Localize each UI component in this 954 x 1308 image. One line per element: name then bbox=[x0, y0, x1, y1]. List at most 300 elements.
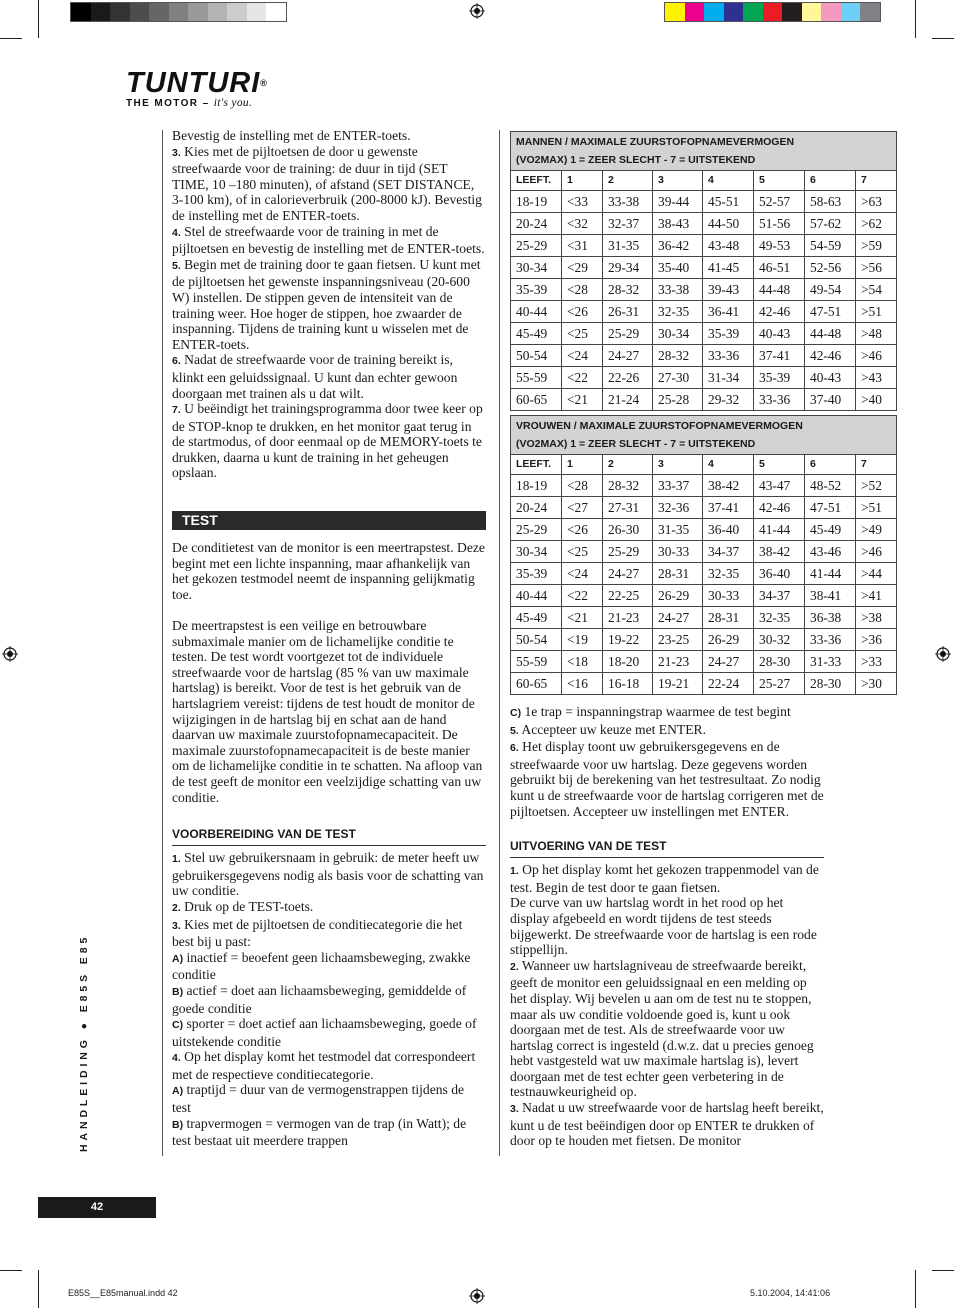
table-cell: 45-49 bbox=[511, 607, 562, 629]
table-cell: <31 bbox=[562, 235, 603, 257]
table-cell: 31-35 bbox=[653, 519, 703, 541]
table-row bbox=[511, 257, 897, 279]
table-cell: >33 bbox=[856, 651, 897, 673]
table-cell: >36 bbox=[856, 629, 897, 651]
subheading-execution: UITVOERING VAN DE TEST bbox=[510, 839, 824, 858]
color-swatch bbox=[169, 3, 189, 21]
step-paragraph: 5. Begin met de training door te gaan fietsen. U kunt met de pijltoetsen het gewenste inspanningsniveau (20-600 W) instellen. De stippen geven de intensiteit van de training weer. Hoe hoger de stippen, hoe zwaarder de inspanning. Tijdens de training kunt u wisselen met de ENTER-toets. bbox=[172, 256, 481, 352]
step-paragraph: 2. Druk op de TEST-toets. bbox=[172, 898, 314, 914]
color-swatch bbox=[208, 3, 228, 21]
table-cell: <18 bbox=[562, 651, 603, 673]
step-paragraph: 3. Kies met de pijltoetsen de door u gewenste streefwaarde voor de training: de duur in tijd (SET TIME, 10 –180 minuten), of afstand (SET DISTANCE, 3-100 km), of in calorieverbruik (200-8000 kJ). Bevestig de instelling met de ENTER-toets. bbox=[172, 143, 482, 223]
table-column-header: 5 bbox=[754, 171, 805, 191]
step-paragraph: 4. Stel de streefwaarde voor de training in met de pijltoetsen en bevestig de instelling met de ENTER-toets. bbox=[172, 223, 485, 257]
color-swatch bbox=[821, 3, 841, 21]
table-cell: 34-37 bbox=[703, 541, 754, 563]
table-cell: >48 bbox=[856, 323, 897, 345]
registration-mark-icon bbox=[935, 646, 951, 662]
step-paragraph: 6. Het display toont uw gebruikersgegevens en de streefwaarde voor uw hartslag. Deze gegevens worden gebruikt bij de berekening van het testresultaat. Zo nodig kunt u de streefwaarde voor de hartslag corrigeren met de pijltoetsen. Accepteer uw instellingen met ENTER. bbox=[510, 739, 824, 819]
step-paragraph: 3. Kies met de pijltoetsen de conditiecategorie die het best bij u past: bbox=[172, 916, 463, 950]
table-cell: 35-40 bbox=[653, 257, 703, 279]
footer-timestamp: 5.10.2004, 14:41:06 bbox=[750, 1288, 831, 1298]
crop-mark bbox=[38, 1270, 39, 1308]
table-cell: >54 bbox=[856, 279, 897, 301]
color-swatch bbox=[665, 3, 685, 21]
table-cell: 30-33 bbox=[653, 541, 703, 563]
table-cell: 26-29 bbox=[703, 629, 754, 651]
table-cell: <19 bbox=[562, 629, 603, 651]
table-column-header: 4 bbox=[703, 171, 754, 191]
table-cell: <24 bbox=[562, 563, 603, 585]
table-cell: >51 bbox=[856, 497, 897, 519]
table-cell: 50-54 bbox=[511, 345, 562, 367]
table-cell: <16 bbox=[562, 673, 603, 695]
table-cell: 26-30 bbox=[603, 519, 653, 541]
table-cell: 30-34 bbox=[511, 257, 562, 279]
step-number: 6. bbox=[172, 355, 181, 368]
step-paragraph: 1. Op het display komt het gekozen trappenmodel van de test. Begin de test door te gaan fietsen. bbox=[510, 862, 819, 895]
step-number: B) bbox=[172, 985, 184, 998]
table-cell: 42-46 bbox=[754, 301, 805, 323]
step-number: 2. bbox=[172, 901, 181, 914]
table-cell: 28-30 bbox=[805, 673, 856, 695]
table-cell: 52-56 bbox=[805, 257, 856, 279]
table-cell: 40-44 bbox=[511, 301, 562, 323]
table-cell: 41-44 bbox=[805, 563, 856, 585]
table-cell: 29-32 bbox=[703, 389, 754, 411]
table-cell: 23-25 bbox=[653, 629, 703, 651]
step-paragraph: C) sporter = doet actief aan lichaamsbeweging, goede of uitstekende conditie bbox=[172, 1016, 477, 1049]
color-swatch bbox=[704, 3, 724, 21]
table-cell: 24-27 bbox=[603, 345, 653, 367]
color-swatch bbox=[266, 3, 286, 21]
table-cell: 33-37 bbox=[653, 475, 703, 497]
table-row bbox=[511, 519, 897, 541]
table-column-header: 4 bbox=[703, 455, 754, 475]
test-setup-steps bbox=[510, 704, 824, 819]
table-cell: 24-27 bbox=[603, 563, 653, 585]
crop-mark bbox=[915, 0, 916, 38]
table-cell: 22-25 bbox=[603, 585, 653, 607]
table-cell: 43-47 bbox=[754, 475, 805, 497]
table-row bbox=[511, 673, 897, 695]
color-swatch bbox=[763, 3, 783, 21]
table-cell: 21-24 bbox=[603, 389, 653, 411]
table-cell: 36-40 bbox=[754, 563, 805, 585]
color-swatch bbox=[227, 3, 247, 21]
table-cell: <21 bbox=[562, 607, 603, 629]
step-number: 2. bbox=[510, 960, 519, 973]
table-cell: 60-65 bbox=[511, 673, 562, 695]
table-row bbox=[511, 541, 897, 563]
table-title: VROUWEN / MAXIMALE ZUURSTOFOPNAMEVERMOGEN (VO2MAX) 1 = ZEER SLECHT - 7 = UITSTEKEND bbox=[511, 416, 897, 455]
table-cell: >63 bbox=[856, 191, 897, 213]
table-cell: 24-27 bbox=[703, 651, 754, 673]
table-row bbox=[511, 345, 897, 367]
step-number: 1. bbox=[172, 853, 181, 866]
table-cell: 27-30 bbox=[653, 367, 703, 389]
table-row bbox=[511, 279, 897, 301]
table-cell: 36-42 bbox=[653, 235, 703, 257]
table-cell: 40-43 bbox=[754, 323, 805, 345]
step-number: A) bbox=[172, 952, 184, 965]
step-paragraph: 4. Op het display komt het testmodel dat correspondeert met de respectieve conditiecategorie. bbox=[172, 1049, 476, 1082]
table-cell: <32 bbox=[562, 213, 603, 235]
vo2max-table-men bbox=[510, 131, 897, 411]
table-cell: 20-24 bbox=[511, 497, 562, 519]
table-cell: 35-39 bbox=[511, 279, 562, 301]
table-cell: 21-23 bbox=[653, 651, 703, 673]
table-cell: 20-24 bbox=[511, 213, 562, 235]
table-cell: 31-34 bbox=[703, 367, 754, 389]
table-cell: 19-22 bbox=[603, 629, 653, 651]
table-cell: 36-40 bbox=[703, 519, 754, 541]
table-cell: >43 bbox=[856, 367, 897, 389]
table-cell: 29-34 bbox=[603, 257, 653, 279]
table-cell: 22-24 bbox=[703, 673, 754, 695]
table-cell: 33-36 bbox=[754, 389, 805, 411]
step-number: 4. bbox=[172, 1052, 181, 1065]
step-number: B) bbox=[172, 1118, 184, 1131]
table-cell: 39-43 bbox=[703, 279, 754, 301]
subheading-preparation: VOORBEREIDING VAN DE TEST bbox=[172, 827, 486, 846]
table-cell: 45-49 bbox=[805, 519, 856, 541]
table-cell: 51-56 bbox=[754, 213, 805, 235]
step-paragraph: 5. Accepteer uw keuze met ENTER. bbox=[510, 721, 706, 737]
table-column-header: 7 bbox=[856, 171, 897, 191]
table-row bbox=[511, 191, 897, 213]
table-cell: <26 bbox=[562, 519, 603, 541]
table-cell: >59 bbox=[856, 235, 897, 257]
test-paragraph-2: De meertrapstest is een veilige en betrouwbare submaximale manier om de lichamelijke conditie te testen. De test wordt voortgezet tot de individuele streefwaarde voor de hartslag (85 % van uw maximale hartslag) is bereikt. Voor de test is het gebruik van de hartslagriem vereist: tijdens de test houdt de monitor de wijzigingen in de hartslag bij en schat aan de hand daarvan uw maximale zuurstofopnamecapaciteit. De maximale zuurstofopnamecapaciteit is de beste manier om de lichamelijke conditie in te schatten. Na afloop van de test geeft de monitor een veelzijdige schatting van uw conditie. bbox=[172, 618, 483, 805]
table-cell: 43-48 bbox=[703, 235, 754, 257]
table-cell: 28-31 bbox=[703, 607, 754, 629]
step-paragraph: 7. U beëindigt het trainingsprogramma door twee keer op de STOP-knop te drukken, en het monitor gaat terug in de startmodus, of door eenmaal op de MEMORY-toets te drukken, daarna u kunt de training in het geheugen opslaan. bbox=[172, 401, 483, 481]
table-row bbox=[511, 651, 897, 673]
table-cell: 32-37 bbox=[603, 213, 653, 235]
table-cell: <24 bbox=[562, 345, 603, 367]
table-cell: >56 bbox=[856, 257, 897, 279]
step-paragraph: C) 1e trap = inspanningstrap waarmee de test begint bbox=[510, 704, 791, 719]
column-divider bbox=[162, 130, 163, 1156]
table-cell: 42-46 bbox=[805, 345, 856, 367]
table-cell: 28-32 bbox=[653, 345, 703, 367]
table-cell: 37-40 bbox=[805, 389, 856, 411]
table-cell: 22-26 bbox=[603, 367, 653, 389]
table-cell: <27 bbox=[562, 497, 603, 519]
process-color-bar bbox=[664, 2, 881, 22]
step-paragraph: 6. Nadat de streefwaarde voor de training bereikt is, klinkt een geluidssignaal. U kunt dan echter gewoon doorgaan met trainen als u dat wilt. bbox=[172, 352, 458, 401]
table-cell: 27-31 bbox=[603, 497, 653, 519]
table-cell: 33-38 bbox=[653, 279, 703, 301]
registered-trademark-icon: ® bbox=[260, 78, 268, 88]
registration-mark-icon bbox=[469, 1288, 485, 1304]
color-swatch bbox=[188, 3, 208, 21]
color-swatch bbox=[91, 3, 111, 21]
table-cell: <26 bbox=[562, 301, 603, 323]
table-cell: 32-35 bbox=[653, 301, 703, 323]
table-cell: >38 bbox=[856, 607, 897, 629]
color-swatch bbox=[782, 3, 802, 21]
table-cell: 16-18 bbox=[603, 673, 653, 695]
step-number: 3. bbox=[172, 919, 181, 932]
step-paragraph: 3. Nadat u uw streefwaarde voor de hartslag heeft bereikt, kunt u de test beëindigen door op ENTER te drukken of door op te houden met fietsen. De monitor bbox=[510, 1100, 824, 1149]
table-cell: 47-51 bbox=[805, 497, 856, 519]
table-cell: 37-41 bbox=[703, 497, 754, 519]
table-cell: 57-62 bbox=[805, 213, 856, 235]
table-cell: <29 bbox=[562, 257, 603, 279]
step-paragraph: A) traptijd = duur van de vermogenstrappen tijdens de test bbox=[172, 1082, 465, 1116]
color-swatch bbox=[802, 3, 822, 21]
step-number: 3. bbox=[510, 1103, 519, 1116]
table-cell: 46-51 bbox=[754, 257, 805, 279]
table-row bbox=[511, 497, 897, 519]
registration-mark-icon bbox=[469, 3, 485, 19]
table-cell: >41 bbox=[856, 585, 897, 607]
table-cell: 60-65 bbox=[511, 389, 562, 411]
table-cell: 47-51 bbox=[805, 301, 856, 323]
table-column-header: 6 bbox=[805, 455, 856, 475]
table-cell: 18-20 bbox=[603, 651, 653, 673]
vo2max-tables bbox=[510, 131, 897, 695]
table-column-header: 5 bbox=[754, 455, 805, 475]
table-cell: >30 bbox=[856, 673, 897, 695]
test-execution-steps bbox=[510, 862, 824, 1149]
table-cell: 32-35 bbox=[754, 607, 805, 629]
step-number: 5. bbox=[172, 259, 181, 272]
table-cell: <28 bbox=[562, 279, 603, 301]
side-label: HANDLEIDING ● E85S E85 bbox=[78, 933, 90, 1152]
table-cell: 42-46 bbox=[754, 497, 805, 519]
table-cell: 19-21 bbox=[653, 673, 703, 695]
step-paragraph: B) trapvermogen = vermogen van de trap (in Watt); de test bestaat uit meerdere trappen bbox=[172, 1115, 467, 1149]
table-cell: 44-48 bbox=[805, 323, 856, 345]
step-number: C) bbox=[172, 1019, 184, 1032]
table-cell: 30-33 bbox=[703, 585, 754, 607]
training-steps bbox=[172, 128, 486, 481]
table-cell: 18-19 bbox=[511, 475, 562, 497]
table-row bbox=[511, 301, 897, 323]
table-cell: 36-38 bbox=[805, 607, 856, 629]
table-cell: 36-41 bbox=[703, 301, 754, 323]
table-cell: 38-43 bbox=[653, 213, 703, 235]
table-cell: 45-51 bbox=[703, 191, 754, 213]
table-cell: 55-59 bbox=[511, 651, 562, 673]
table-row bbox=[511, 235, 897, 257]
table-cell: 55-59 bbox=[511, 367, 562, 389]
step-paragraph: 2. Wanneer uw hartslagniveau de streefwaarde bereikt, geeft de monitor een geluidssignaal en een melding op het display. Wij bevelen u aan om de test nu te stoppen, maar als uw conditie voldoende goed is, kunt u ook doorgaan met de test. Als de streefwaarde voor uw hartslag correct is ingesteld (d.w.z. dat u precies genoeg hebt vastgesteld wat uw maximale hartslag is), levert doorgaan met de test echter geen verbetering in de testnauwkeurigheid op. bbox=[510, 957, 814, 1100]
step-paragraph: De curve van uw hartslag wordt in het rood op het display afgebeeld en wordt tijdens de test steeds bijgewerkt. De streefwaarde voor de hartslag is een rode stippellijn. bbox=[510, 895, 817, 958]
table-cell: 40-44 bbox=[511, 585, 562, 607]
table-cell: 41-45 bbox=[703, 257, 754, 279]
table-cell: 49-54 bbox=[805, 279, 856, 301]
table-cell: 34-37 bbox=[754, 585, 805, 607]
table-cell: 18-19 bbox=[511, 191, 562, 213]
step-number: 1. bbox=[510, 865, 519, 878]
step-number: 4. bbox=[172, 226, 181, 239]
table-column-header: 3 bbox=[653, 171, 703, 191]
table-row bbox=[511, 585, 897, 607]
table-title: MANNEN / MAXIMALE ZUURSTOFOPNAMEVERMOGEN (VO2MAX) 1 = ZEER SLECHT - 7 = UITSTEKEND bbox=[511, 132, 897, 171]
color-swatch bbox=[71, 3, 91, 21]
vo2max-table-women bbox=[510, 415, 897, 695]
step-number: 3. bbox=[172, 146, 181, 159]
step-number: A) bbox=[172, 1085, 184, 1098]
table-cell: 25-29 bbox=[511, 235, 562, 257]
table-cell: 25-29 bbox=[603, 541, 653, 563]
column-divider bbox=[499, 130, 500, 1156]
table-column-header: 7 bbox=[856, 455, 897, 475]
table-cell: 35-39 bbox=[754, 367, 805, 389]
table-cell: 40-43 bbox=[805, 367, 856, 389]
test-paragraph-1: De conditietest van de monitor is een meertrapstest. Deze begint met een lichte inspanning, maar afhankelijk van het gekozen testmodel neemt de inspanning gelijkmatig toe. bbox=[172, 540, 485, 602]
crop-mark bbox=[915, 1270, 916, 1308]
table-cell: <22 bbox=[562, 585, 603, 607]
table-cell: 26-31 bbox=[603, 301, 653, 323]
table-cell: 33-38 bbox=[603, 191, 653, 213]
table-cell: 50-54 bbox=[511, 629, 562, 651]
table-cell: 35-39 bbox=[703, 323, 754, 345]
footer-filename: E85S__E85manual.indd 42 bbox=[68, 1288, 178, 1298]
table-cell: 44-48 bbox=[754, 279, 805, 301]
table-cell: 38-42 bbox=[754, 541, 805, 563]
color-swatch bbox=[841, 3, 861, 21]
table-cell: <25 bbox=[562, 541, 603, 563]
table-cell: 25-28 bbox=[653, 389, 703, 411]
table-column-header: LEEFT. bbox=[511, 171, 562, 191]
table-cell: 48-52 bbox=[805, 475, 856, 497]
step-number: 6. bbox=[510, 742, 519, 755]
color-swatch bbox=[247, 3, 267, 21]
table-cell: <22 bbox=[562, 367, 603, 389]
table-cell: 44-50 bbox=[703, 213, 754, 235]
table-cell: >51 bbox=[856, 301, 897, 323]
table-cell: >62 bbox=[856, 213, 897, 235]
table-cell: <25 bbox=[562, 323, 603, 345]
table-cell: 49-53 bbox=[754, 235, 805, 257]
color-swatch bbox=[149, 3, 169, 21]
table-cell: 52-57 bbox=[754, 191, 805, 213]
table-cell: 45-49 bbox=[511, 323, 562, 345]
table-cell: 24-27 bbox=[653, 607, 703, 629]
tunturi-logo bbox=[126, 67, 268, 109]
table-row bbox=[511, 367, 897, 389]
table-cell: >40 bbox=[856, 389, 897, 411]
color-swatch bbox=[743, 3, 763, 21]
right-column bbox=[510, 704, 824, 1149]
logo-wordmark: TUNTURI bbox=[126, 67, 261, 99]
table-cell: 33-36 bbox=[703, 345, 754, 367]
table-cell: 39-44 bbox=[653, 191, 703, 213]
table-column-header: 1 bbox=[562, 455, 603, 475]
step-paragraph: 1. Stel uw gebruikersnaam in gebruik: de meter heeft uw gebruikersgegevens nodig als basis voor de schatting van uw conditie. bbox=[172, 850, 484, 899]
section-heading-test: TEST bbox=[172, 511, 486, 530]
table-cell: 32-35 bbox=[703, 563, 754, 585]
table-column-header: 1 bbox=[562, 171, 603, 191]
table-cell: 21-23 bbox=[603, 607, 653, 629]
step-number: 5. bbox=[510, 724, 519, 737]
table-cell: <33 bbox=[562, 191, 603, 213]
color-swatch bbox=[860, 3, 880, 21]
table-cell: 26-29 bbox=[653, 585, 703, 607]
table-cell: 30-32 bbox=[754, 629, 805, 651]
step-number: C) bbox=[510, 707, 522, 719]
table-cell: 31-35 bbox=[603, 235, 653, 257]
logo-tagline: THE MOTOR – it's you. bbox=[126, 97, 253, 109]
table-cell: 32-36 bbox=[653, 497, 703, 519]
color-swatch bbox=[110, 3, 130, 21]
table-cell: 43-46 bbox=[805, 541, 856, 563]
table-cell: 30-34 bbox=[511, 541, 562, 563]
table-cell: 33-36 bbox=[805, 629, 856, 651]
table-cell: <28 bbox=[562, 475, 603, 497]
step-number: 7. bbox=[172, 404, 181, 417]
table-row bbox=[511, 607, 897, 629]
color-swatch bbox=[685, 3, 705, 21]
table-row bbox=[511, 213, 897, 235]
crop-mark bbox=[932, 38, 954, 39]
table-cell: 28-30 bbox=[754, 651, 805, 673]
table-cell: >52 bbox=[856, 475, 897, 497]
table-cell: <21 bbox=[562, 389, 603, 411]
color-swatch bbox=[130, 3, 150, 21]
left-column bbox=[172, 128, 486, 1149]
table-cell: 38-42 bbox=[703, 475, 754, 497]
table-cell: >49 bbox=[856, 519, 897, 541]
table-cell: 28-31 bbox=[653, 563, 703, 585]
step-paragraph: B) actief = doet aan lichaamsbeweging, gemiddelde of goede conditie bbox=[172, 982, 467, 1016]
table-row bbox=[511, 323, 897, 345]
table-column-header: 2 bbox=[603, 455, 653, 475]
page-number: 42 bbox=[38, 1197, 156, 1218]
color-swatch bbox=[724, 3, 744, 21]
table-cell: >46 bbox=[856, 345, 897, 367]
table-column-header: 2 bbox=[603, 171, 653, 191]
crop-mark bbox=[0, 1270, 22, 1271]
crop-mark bbox=[38, 0, 39, 38]
crop-mark bbox=[932, 1270, 954, 1271]
table-cell: 25-29 bbox=[603, 323, 653, 345]
step-paragraph: A) inactief = beoefent geen lichaamsbeweging, zwakke conditie bbox=[172, 949, 471, 983]
table-cell: 25-27 bbox=[754, 673, 805, 695]
table-cell: >44 bbox=[856, 563, 897, 585]
table-cell: 30-34 bbox=[653, 323, 703, 345]
table-cell: 31-33 bbox=[805, 651, 856, 673]
table-row bbox=[511, 629, 897, 651]
table-row bbox=[511, 389, 897, 411]
table-cell: 37-41 bbox=[754, 345, 805, 367]
table-column-header: LEEFT. bbox=[511, 455, 562, 475]
table-cell: 28-32 bbox=[603, 279, 653, 301]
preparation-steps bbox=[172, 850, 486, 1149]
table-row bbox=[511, 563, 897, 585]
table-row bbox=[511, 475, 897, 497]
table-column-header: 3 bbox=[653, 455, 703, 475]
table-cell: 38-41 bbox=[805, 585, 856, 607]
table-cell: 25-29 bbox=[511, 519, 562, 541]
table-cell: 54-59 bbox=[805, 235, 856, 257]
table-cell: 28-32 bbox=[603, 475, 653, 497]
registration-mark-icon bbox=[2, 646, 18, 662]
step-paragraph: Bevestig de instelling met de ENTER-toets. bbox=[172, 128, 411, 143]
crop-mark bbox=[0, 38, 22, 39]
table-cell: >46 bbox=[856, 541, 897, 563]
grayscale-color-bar bbox=[70, 2, 287, 22]
table-cell: 58-63 bbox=[805, 191, 856, 213]
table-cell: 35-39 bbox=[511, 563, 562, 585]
table-column-header: 6 bbox=[805, 171, 856, 191]
table-cell: 41-44 bbox=[754, 519, 805, 541]
